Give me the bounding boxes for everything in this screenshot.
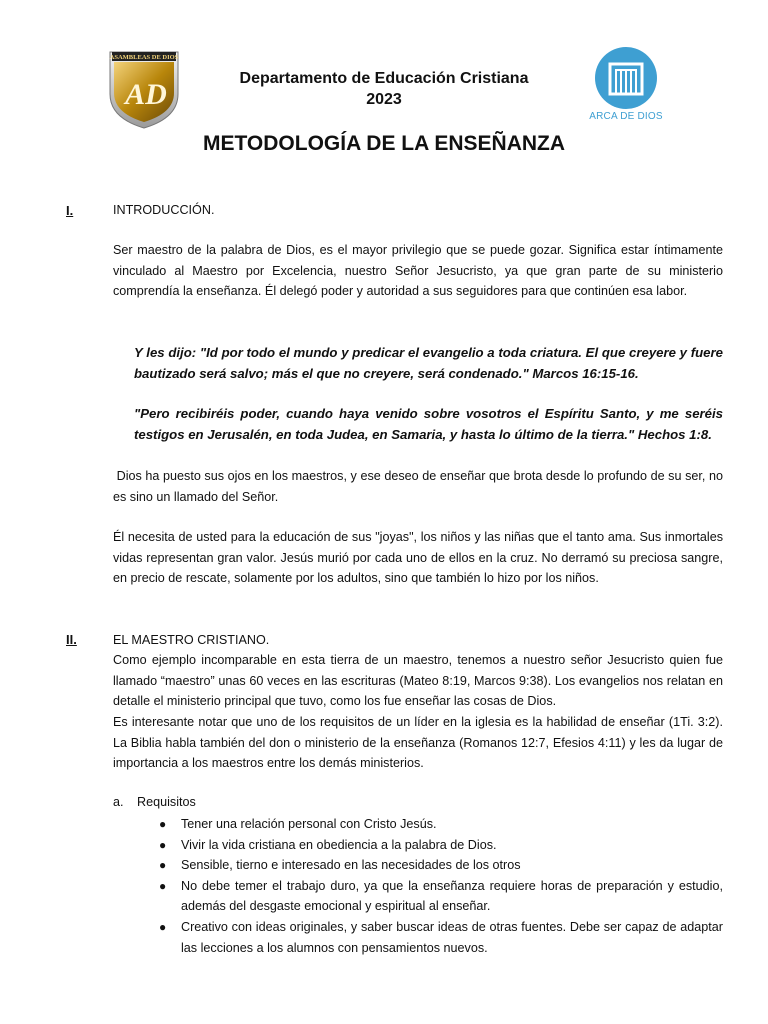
department-title: Departamento de Educación Cristiana xyxy=(239,70,529,87)
bullet-icon: ● xyxy=(159,919,167,934)
subsection-letter: a. xyxy=(113,795,124,809)
subsection-requisitos xyxy=(113,792,196,812)
logo-left-mark: AD xyxy=(125,78,167,111)
bullet-icon: ● xyxy=(159,837,167,852)
list-item: ● Sensible, tierno e interesado en las necesidades de los otros xyxy=(157,855,723,876)
subsection-heading: Requisitos xyxy=(137,795,196,809)
quote-marcos: Y les dijo: "Id por todo el mundo y predicar el evangelio a toda criatura. El que creyere y fuere bautizado será salvo; más el que no creyere, será condenado." Marcos 16:15-16. xyxy=(134,345,723,381)
list-item: ● No debe temer el trabajo duro, ya que la enseñanza requiere horas de preparación y estudio, además del desgaste emocional y espiritual al enseñar. xyxy=(157,876,723,917)
bullet-icon: ● xyxy=(159,858,167,873)
page-title: METODOLOGÍA DE LA ENSEÑANZA xyxy=(202,132,566,155)
list-item: ● Vivir la vida cristiana en obediencia a la palabra de Dios. xyxy=(157,835,723,856)
section-2-paragraph-2: Es interesante notar que uno de los requisitos de un líder en la iglesia es la habilidad de enseñar (1Ti. 3:2). La Biblia habla también del don o ministerio de la enseñanza (Romanos 12:7, Efesios 4:11) y les da lugar de importancia a los maestros entre los demás ministerios. xyxy=(113,715,723,771)
section-1-paragraph-3: Él necesita de usted para la educación de sus "joyas", los niños y las niñas que el tanto ama. Sus inmortales vidas representan gran valor. Jesús murió por cada uno de ellos en la cruz. No derramó su preciosa sangre, en precio de rescate, solamente por los adultos, sino que también lo hizo por los niños. xyxy=(113,530,723,586)
requirements-list xyxy=(157,814,723,958)
bullet-icon: ● xyxy=(159,817,167,831)
year: 2023 xyxy=(366,91,402,108)
logo-left-text: ASAMBLEAS DE DIOS xyxy=(109,54,179,61)
asambleas-de-dios-logo xyxy=(108,48,180,130)
section-1-paragraph-2: Dios ha puesto sus ojos en los maestros, y ese deseo de enseñar que brota desde lo profundo de su ser, no es sino un llamado del Señor. xyxy=(113,469,727,504)
section-1-number: I. xyxy=(66,203,74,218)
section-2-heading: EL MAESTRO CRISTIANO. xyxy=(113,633,270,647)
section-2-number: II. xyxy=(66,632,77,647)
quote-hechos: "Pero recibiréis poder, cuando haya venido sobre vosotros el Espíritu Santo, y me seréis testigos en Jerusalén, en toda Judea, en Samaria, y hasta lo último de la tierra." Hechos 1:8. xyxy=(134,406,723,442)
section-1-heading: INTRODUCCIÓN. xyxy=(113,203,215,217)
list-item: ● Creativo con ideas originales, y saber buscar ideas de otras fuentes. Debe ser capaz de adaptar las lecciones a los alumnos con pensamientos nuevos. xyxy=(157,917,723,958)
section-2-paragraph-1: Como ejemplo incomparable en esta tierra de un maestro, tenemos a nuestro señor Jesucristo quien fue llamado “maestro” unas 60 veces en las escrituras (Mateo 8:19, Marcos 9:38). Los evangelios nos relatan en detalle el ministerio principal que tuvo, como los fue enseñar las cosas de Dios. xyxy=(113,653,723,709)
list-item: ● Tener una relación personal con Cristo Jesús. xyxy=(157,814,723,835)
logo-right-label: ARCA DE DIOS xyxy=(589,111,663,122)
bullet-icon: ● xyxy=(159,878,167,893)
section-1-paragraph-1: Ser maestro de la palabra de Dios, es el mayor privilegio que se puede gozar. Significa estar íntimamente vinculado al Maestro por Excelencia, nuestro Señor Jesucristo, ya que gran parte de su ministerio comprendía la enseñanza. Él delegó poder y autoridad a sus seguidores para que continúen esa labor. xyxy=(113,243,723,299)
